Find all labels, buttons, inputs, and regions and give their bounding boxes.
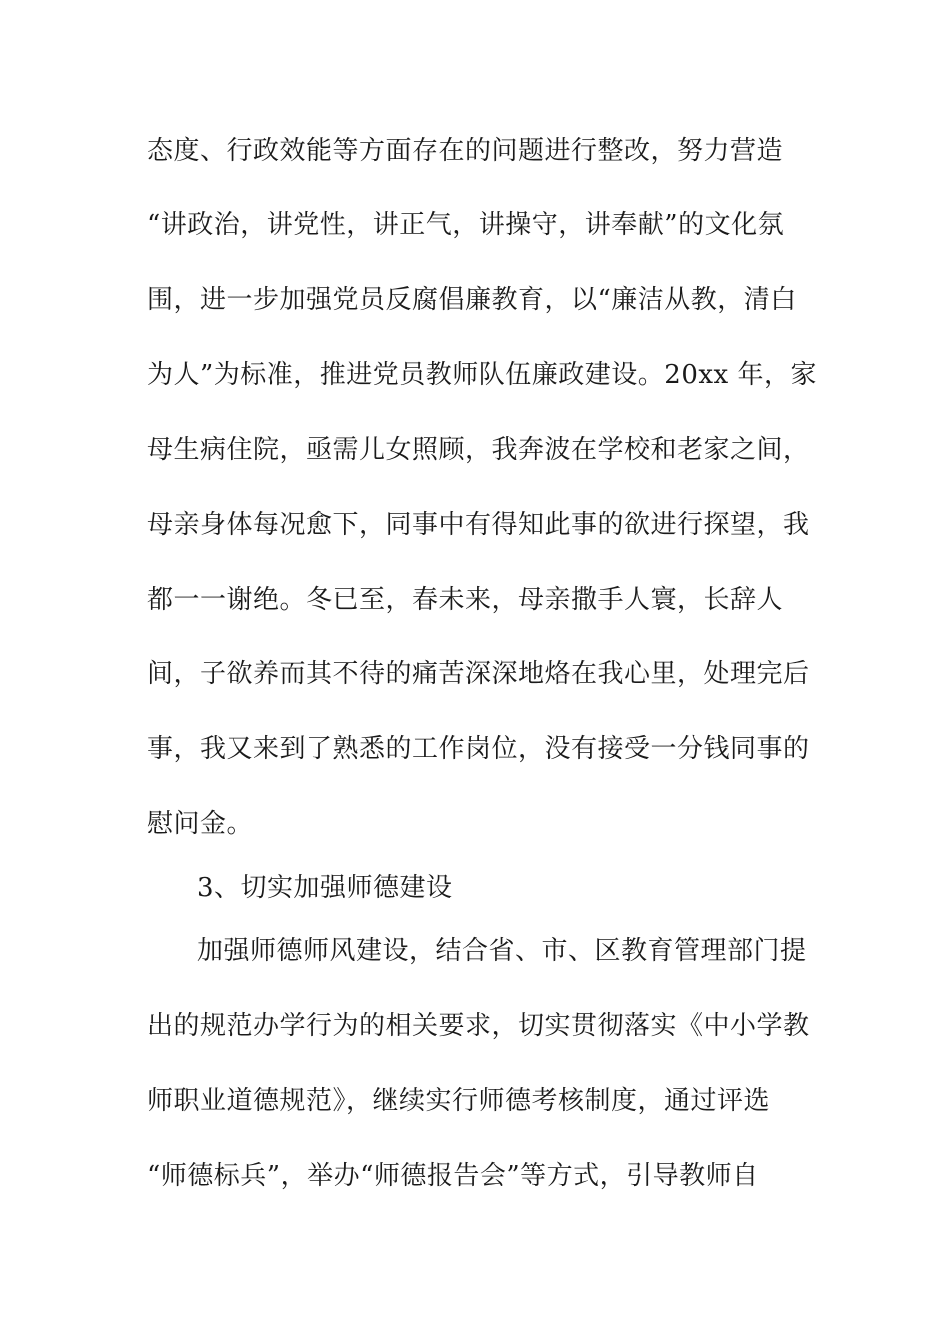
paragraph-line: 母生病住院，亟需儿女照顾，我奔波在学校和老家之间， <box>147 435 810 465</box>
paragraph-line: 为人”为标准，推进党员教师队伍廉政建设。20xx 年，家 <box>147 360 817 390</box>
paragraph-line: 间，子欲养而其不待的痛苦深深地烙在我心里，处理完后 <box>147 659 810 689</box>
paragraph-line: 母亲身体每况愈下，同事中有得知此事的欲进行探望，我 <box>147 510 810 540</box>
paragraph-line: 出的规范办学行为的相关要求，切实贯彻落实《中小学教 <box>147 1011 810 1041</box>
paragraph-line: 慰问金。 <box>147 809 254 839</box>
paragraph-line: 事，我又来到了熟悉的工作岗位，没有接受一分钱同事的 <box>147 734 810 764</box>
paragraph-line: “讲政治，讲党性，讲正气，讲操守，讲奉献”的文化氛 <box>147 210 785 240</box>
paragraph-line: 加强师德师风建设，结合省、市、区教育管理部门提 <box>197 936 807 966</box>
section-heading: 3、切实加强师德建设 <box>197 873 453 903</box>
paragraph-line: 态度、行政效能等方面存在的问题进行整改，努力营造 <box>147 136 784 166</box>
paragraph-line: 围，进一步加强党员反腐倡廉教育，以“廉洁从教，清白 <box>147 285 797 315</box>
paragraph-line: “师德标兵”，举办“师德报告会”等方式，引导教师自 <box>147 1161 759 1191</box>
paragraph-line: 都一一谢绝。冬已至，春未来，母亲撒手人寰，长辞人 <box>147 585 784 615</box>
paragraph-line: 师职业道德规范》，继续实行师德考核制度，通过评选 <box>147 1086 771 1116</box>
